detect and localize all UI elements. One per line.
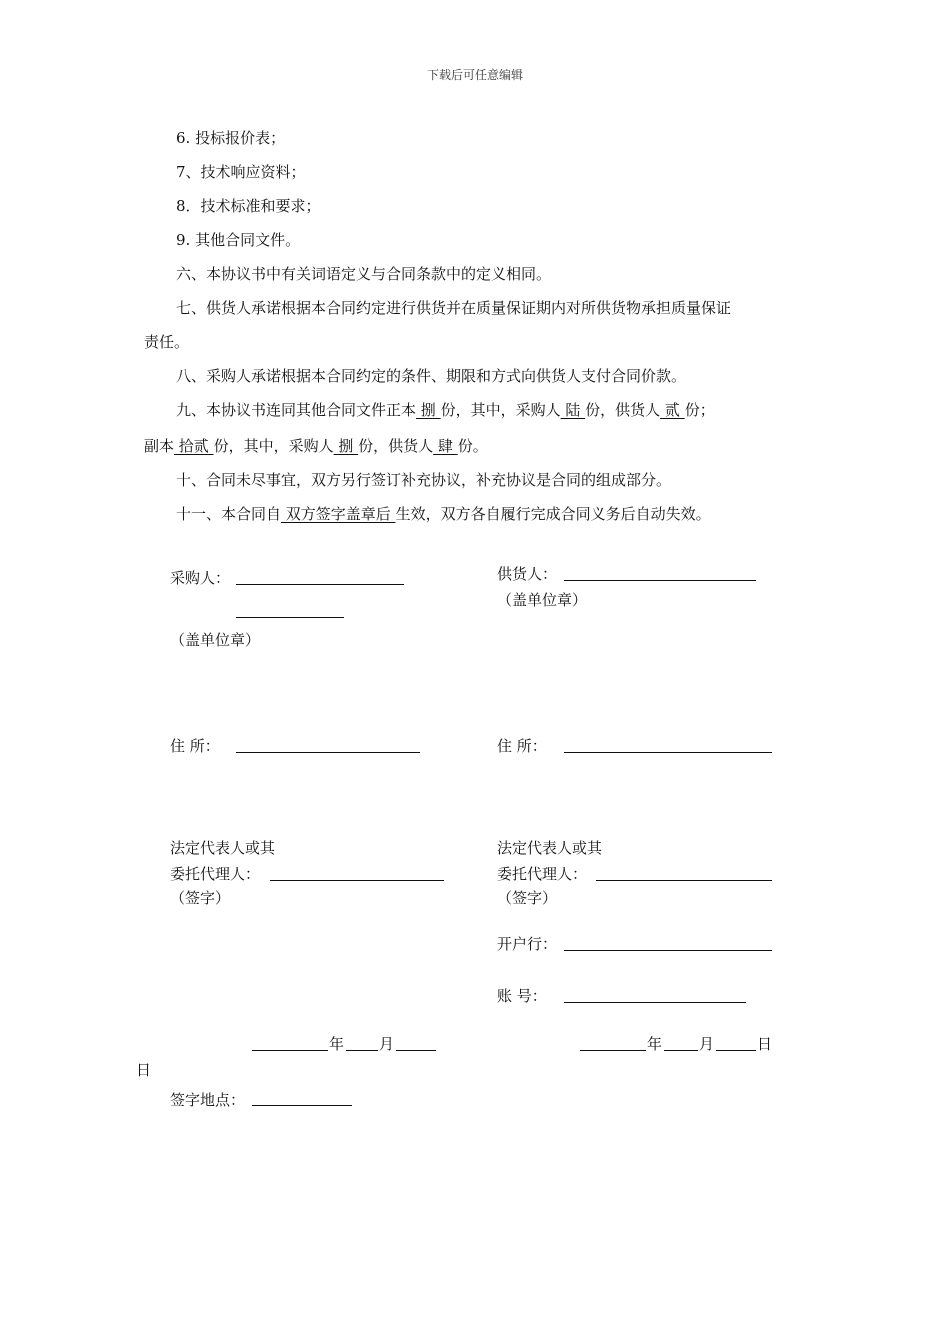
supplier-label: 供货人： [497, 565, 558, 583]
buyer-rep-label-1: 法定代表人或其 [170, 839, 276, 857]
buyer-address-label: 住 所： [170, 737, 220, 755]
buyer-rep-label-2: 委托代理人： [170, 865, 261, 883]
clause-7-line1: 七、供货人承诺根据本合同约定进行供货并在质量保证期内对所供货物承担质量保证 [176, 299, 732, 317]
buyer-rep-field[interactable] [270, 880, 444, 881]
supplier-day-label: 日 [757, 1035, 773, 1053]
supplier-rep-label-1: 法定代表人或其 [497, 839, 603, 857]
buyer-day-label: 日 [136, 1061, 152, 1079]
clause-11 [176, 504, 711, 524]
clause-9-text-7: 份，供货人 [358, 437, 434, 455]
duplicate-copies-value: 拾贰 [174, 437, 214, 455]
supplier-year-label: 年 [647, 1035, 663, 1053]
clause-11-text-2: 生效，双方各自履行完成合同义务后自动失效。 [395, 505, 711, 523]
buyer-seal-note: （盖单位章） [170, 631, 261, 649]
buyer-address-field[interactable] [236, 752, 420, 753]
clause-11-text-1: 十一、本合同自 [176, 505, 282, 523]
clause-9-line2 [144, 436, 488, 456]
supplier-rep-label-2: 委托代理人： [497, 865, 588, 883]
buyer-year-label: 年 [329, 1035, 345, 1053]
item-7: 7、技术响应资料； [176, 163, 306, 181]
item-8: 8．技术标准和要求； [176, 197, 321, 215]
effective-condition-value: 双方签字盖章后 [281, 505, 396, 523]
supplier-month-label: 月 [699, 1035, 715, 1053]
buyer-month-label: 月 [379, 1035, 395, 1053]
clause-7-line2: 责任。 [144, 333, 190, 351]
supplier-rep-field[interactable] [596, 880, 772, 881]
supplier-sign-note: （签字） [497, 889, 558, 907]
bank-field[interactable] [564, 950, 772, 951]
clause-9-text-3: 份，供货人 [585, 401, 661, 419]
supplier-original-copies-value: 贰 [660, 401, 685, 419]
supplier-duplicate-copies-value: 肆 [433, 437, 458, 455]
buyer-duplicate-copies-value: 捌 [333, 437, 359, 455]
buyer-original-copies-value: 陆 [560, 401, 586, 419]
original-copies-value: 捌 [416, 401, 441, 419]
clause-9-text-4: 份； [684, 401, 715, 419]
buyer-name-field-2[interactable] [236, 617, 344, 618]
clause-9-text-1: 九、本协议书连同其他合同文件正本 [176, 401, 417, 419]
clause-9-text-5: 副本 [144, 437, 175, 455]
supplier-year-field[interactable] [580, 1050, 646, 1051]
supplier-address-field[interactable] [564, 752, 772, 753]
clause-6: 六、本协议书中有关词语定义与合同条款中的定义相同。 [176, 265, 552, 283]
buyer-month-field[interactable] [346, 1050, 378, 1051]
account-field[interactable] [564, 1002, 746, 1003]
supplier-address-label: 住 所： [497, 737, 547, 755]
clause-9-text-6: 份，其中，采购人 [213, 437, 334, 455]
clause-9-line1 [176, 400, 715, 420]
supplier-name-field[interactable] [564, 580, 756, 581]
clause-9-text-8: 份。 [457, 437, 488, 455]
supplier-seal-note: （盖单位章） [497, 591, 588, 609]
buyer-label: 采购人： [170, 569, 231, 587]
bank-label: 开户行： [497, 935, 558, 953]
item-9: 9. 其他合同文件。 [176, 231, 301, 249]
supplier-month-field[interactable] [664, 1050, 698, 1051]
buyer-year-field[interactable] [252, 1050, 328, 1051]
buyer-day-field[interactable] [396, 1050, 436, 1051]
supplier-day-field[interactable] [716, 1050, 756, 1051]
account-label: 账 号： [497, 987, 547, 1005]
buyer-name-field[interactable] [236, 584, 404, 585]
sign-place-field[interactable] [252, 1105, 352, 1106]
clause-8: 八、采购人承诺根据本合同约定的条件、期限和方式向供货人支付合同价款。 [176, 367, 687, 385]
page-header: 下载后可任意编辑 [426, 68, 523, 82]
clause-10: 十、合同未尽事宜，双方另行签订补充协议，补充协议是合同的组成部分。 [176, 471, 672, 489]
clause-9-text-2: 份，其中，采购人 [440, 401, 561, 419]
buyer-sign-note: （签字） [170, 889, 231, 907]
sign-place-label: 签字地点： [170, 1091, 246, 1109]
item-6: 6. 投标报价表； [176, 129, 286, 147]
